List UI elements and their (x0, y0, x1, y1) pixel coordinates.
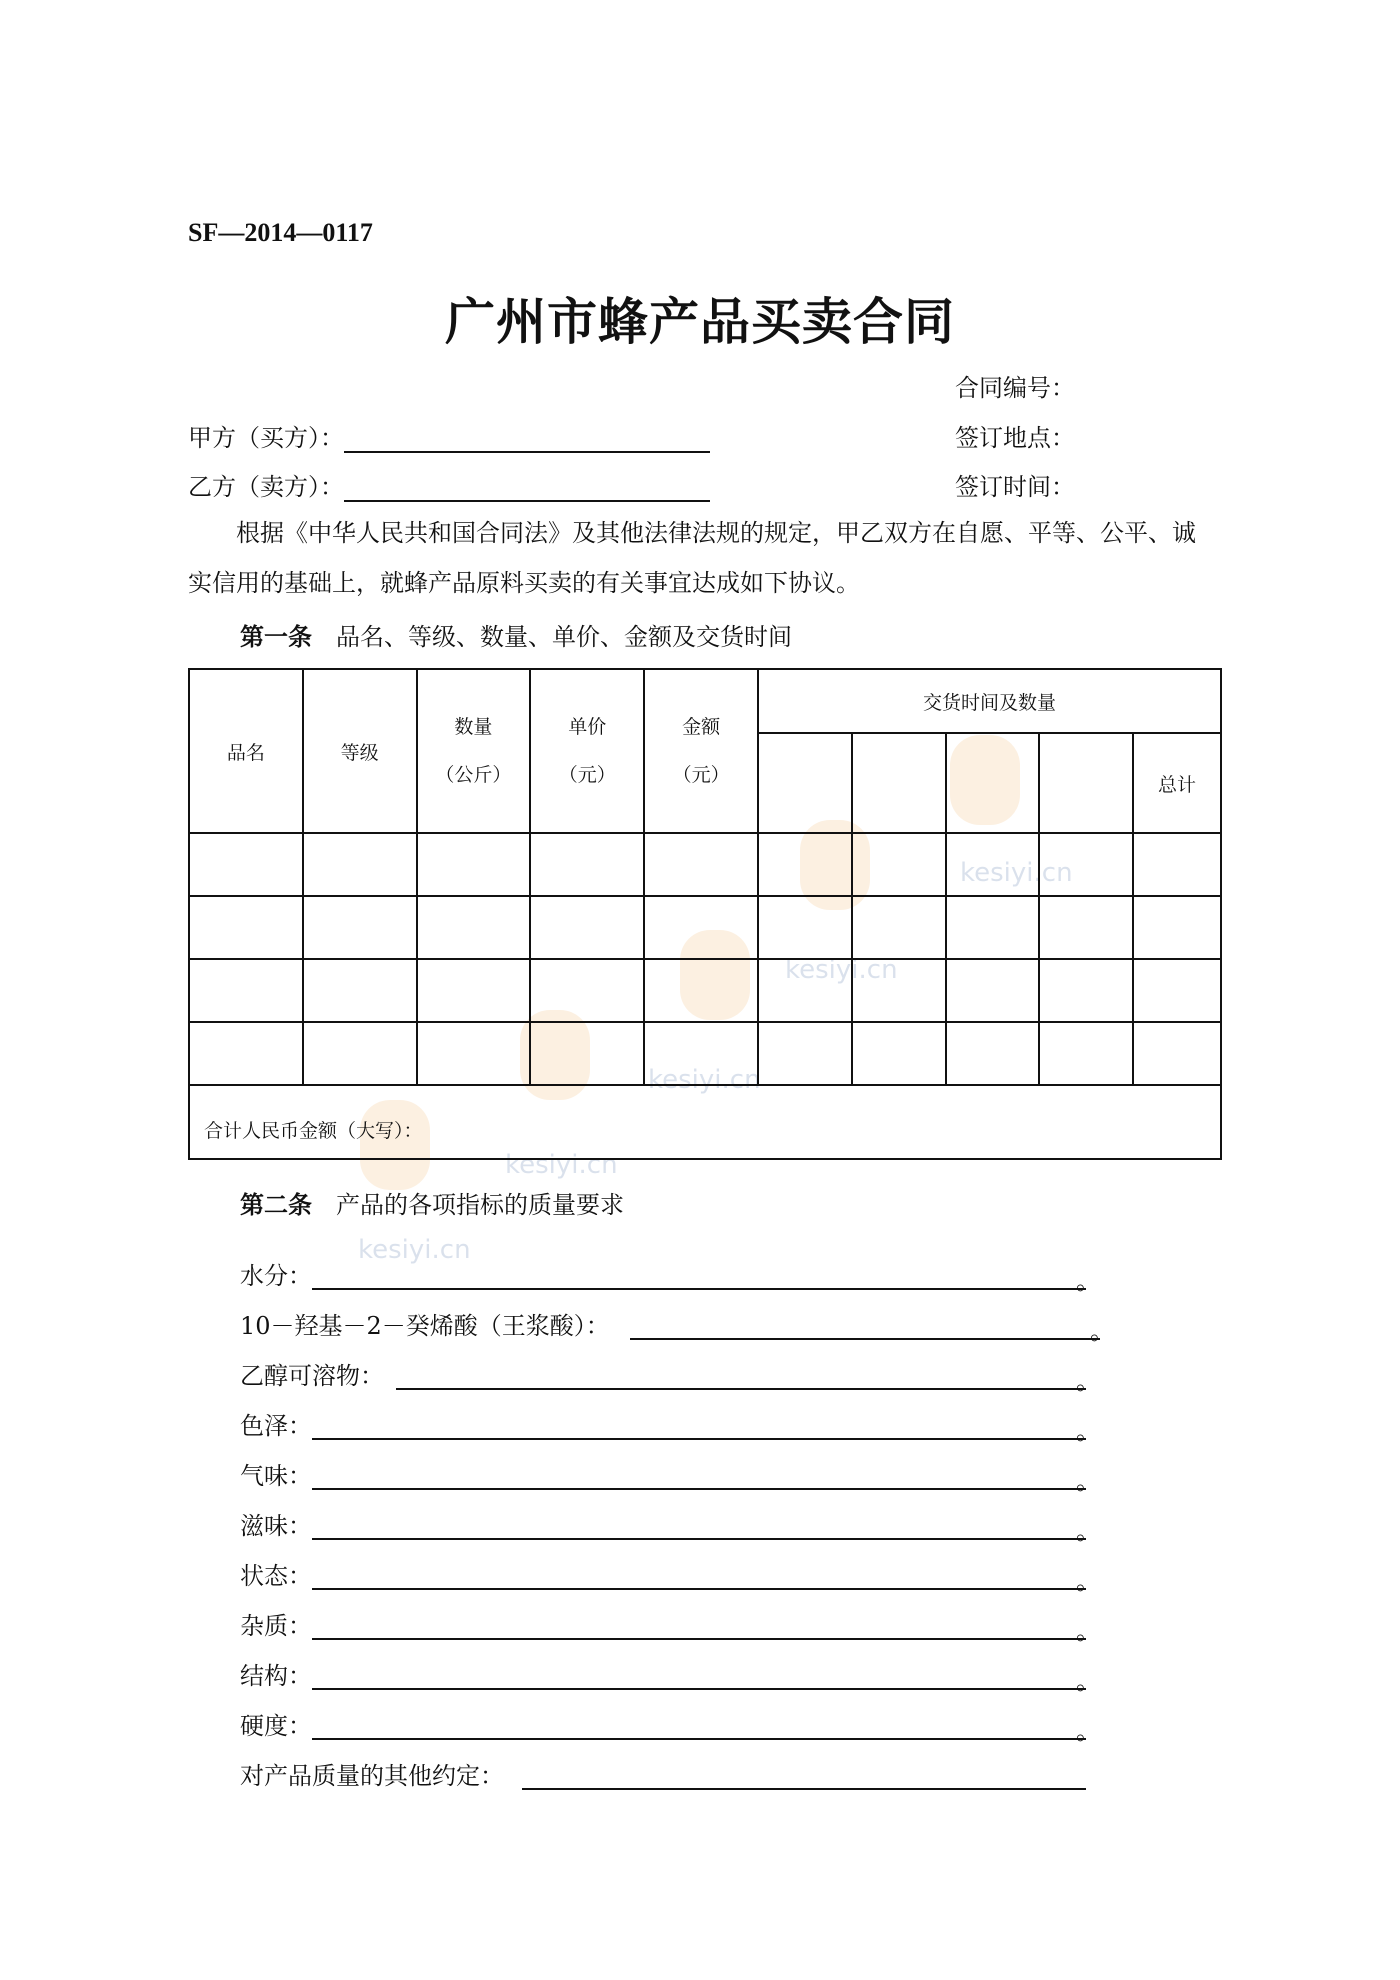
delivery-cell[interactable] (758, 733, 852, 833)
table-row (189, 959, 1221, 1022)
table-cell[interactable] (303, 1022, 417, 1085)
quality-label: 硬度： (240, 1712, 312, 1740)
party-a-field[interactable] (344, 425, 710, 453)
table-cell[interactable] (852, 896, 946, 959)
quality-row-other (240, 1756, 1086, 1796)
table-row (189, 1022, 1221, 1085)
table-cell[interactable] (758, 1022, 852, 1085)
table-cell[interactable] (1133, 959, 1221, 1022)
table-cell[interactable] (1039, 896, 1133, 959)
watermark-text: kesiyi.cn (648, 1065, 761, 1095)
header-quantity-unit: （公斤） (435, 764, 512, 786)
quality-row-taste (240, 1506, 1100, 1546)
article-1-number: 第一条 (240, 622, 312, 651)
delivery-cell[interactable] (1039, 733, 1133, 833)
quality-label: 滋味： (240, 1512, 312, 1540)
quality-field[interactable] (312, 1488, 1086, 1490)
product-table (188, 668, 1222, 1160)
quality-field[interactable] (312, 1438, 1086, 1440)
watermark-text: kesiyi.cn (785, 955, 898, 985)
article-1-text: 品名、等级、数量、单价、金额及交货时间 (336, 623, 792, 651)
table-cell[interactable] (758, 896, 852, 959)
table-cell[interactable] (1133, 1022, 1221, 1085)
header-grade: 等级 (303, 669, 417, 833)
quality-field[interactable] (312, 1288, 1086, 1290)
quality-label: 状态： (240, 1562, 312, 1590)
table-cell[interactable] (303, 896, 417, 959)
page-title: 广州市蜂产品买卖合同 (445, 292, 955, 351)
table-cell[interactable] (303, 833, 417, 896)
quality-label: 乙醇可溶物： (240, 1362, 384, 1390)
table-cell[interactable] (644, 833, 758, 896)
table-cell[interactable] (417, 896, 531, 959)
header-delivery: 交货时间及数量 (758, 669, 1221, 733)
quality-row-color (240, 1406, 1100, 1446)
quality-row-impurity (240, 1606, 1100, 1646)
header-quantity (417, 669, 531, 833)
table-cell[interactable] (189, 896, 303, 959)
quality-end: 。 (1076, 1667, 1100, 1695)
table-cell[interactable] (946, 833, 1040, 896)
delivery-cell[interactable] (852, 733, 946, 833)
party-b-field[interactable] (344, 474, 710, 502)
quality-field[interactable] (312, 1588, 1086, 1590)
table-cell[interactable] (530, 896, 644, 959)
delivery-cell[interactable] (946, 733, 1040, 833)
quality-field[interactable] (630, 1338, 1100, 1340)
quality-end: 。 (1076, 1267, 1100, 1295)
party-b-row (188, 467, 710, 502)
quality-end: 。 (1076, 1567, 1100, 1595)
table-cell[interactable] (1039, 833, 1133, 896)
quality-row-water (240, 1256, 1100, 1296)
document-code: SF—2014—0117 (188, 218, 373, 247)
table-cell[interactable] (644, 959, 758, 1022)
table-cell[interactable] (530, 833, 644, 896)
total-rmb-label: 合计人民币金额（大写）： (204, 1119, 423, 1142)
watermark-text: kesiyi.cn (358, 1235, 471, 1265)
table-cell[interactable] (417, 833, 531, 896)
table-cell[interactable] (1039, 959, 1133, 1022)
total-rmb-cell[interactable] (189, 1085, 1221, 1159)
quality-field[interactable] (396, 1388, 1086, 1390)
quality-field[interactable] (312, 1738, 1086, 1740)
quality-row-structure (240, 1656, 1100, 1696)
table-cell[interactable] (303, 959, 417, 1022)
table-cell[interactable] (1133, 896, 1221, 959)
article-2-heading (240, 1185, 624, 1220)
table-cell[interactable] (1133, 833, 1221, 896)
quality-end: 。 (1076, 1517, 1100, 1545)
quality-label: 结构： (240, 1662, 312, 1690)
quality-end: 。 (1076, 1467, 1100, 1495)
table-cell[interactable] (189, 959, 303, 1022)
quality-field[interactable] (522, 1788, 1086, 1790)
table-cell[interactable] (946, 959, 1040, 1022)
quality-label: 对产品质量的其他约定： (240, 1762, 504, 1790)
table-cell[interactable] (417, 1022, 531, 1085)
quality-label: 水分： (240, 1262, 312, 1290)
quality-field[interactable] (312, 1638, 1086, 1640)
table-row (189, 833, 1221, 896)
table-cell[interactable] (852, 1022, 946, 1085)
table-cell[interactable] (852, 833, 946, 896)
preamble-paragraph: 根据《中华人民共和国合同法》及其他法律法规的规定，甲乙双方在自愿、平等、公平、诚实信用的基础上，就蜂产品原料买卖的有关事宜达成如下协议。 (188, 519, 1196, 597)
quality-row-odor (240, 1456, 1100, 1496)
contract-number-label: 合同编号： (955, 374, 1075, 402)
party-a-row (188, 418, 710, 453)
header-total: 总计 (1133, 733, 1221, 833)
table-cell[interactable] (189, 833, 303, 896)
table-cell[interactable] (758, 833, 852, 896)
table-cell[interactable] (644, 896, 758, 959)
party-b-label: 乙方（卖方）： (188, 473, 344, 501)
header-amount-label: 金额 (682, 716, 721, 738)
header-amount-unit: （元） (672, 764, 730, 786)
header-amount (644, 669, 758, 833)
quality-row-10hda (240, 1306, 1114, 1346)
quality-end: 。 (1076, 1417, 1100, 1445)
quality-label: 10－羟基－2－癸烯酸（王浆酸）： (240, 1312, 610, 1340)
header-unit-price-unit: （元） (558, 764, 616, 786)
article-2-text: 产品的各项指标的质量要求 (336, 1191, 624, 1219)
table-cell[interactable] (758, 959, 852, 1022)
article-2-number: 第二条 (240, 1190, 312, 1219)
watermark-text: kesiyi.cn (505, 1150, 618, 1180)
table-cell[interactable] (530, 959, 644, 1022)
table-cell[interactable] (946, 1022, 1040, 1085)
table-cell[interactable] (644, 1022, 758, 1085)
table-cell[interactable] (852, 959, 946, 1022)
quality-end: 。 (1076, 1367, 1100, 1395)
header-product-name: 品名 (189, 669, 303, 833)
quality-row-ethanol (240, 1356, 1100, 1396)
sign-time-label: 签订时间： (955, 473, 1075, 501)
quality-row-hardness (240, 1706, 1100, 1746)
article-1-heading (240, 617, 792, 652)
table-cell[interactable] (417, 959, 531, 1022)
quality-end: 。 (1076, 1617, 1100, 1645)
table-cell[interactable] (189, 1022, 303, 1085)
table-cell[interactable] (1039, 1022, 1133, 1085)
quality-field[interactable] (312, 1538, 1086, 1540)
header-unit-price (530, 669, 644, 833)
header-quantity-label: 数量 (454, 716, 493, 738)
header-unit-price-label: 单价 (568, 716, 607, 738)
quality-label: 杂质： (240, 1612, 312, 1640)
quality-end: 。 (1090, 1317, 1114, 1345)
sign-place-label: 签订地点： (955, 424, 1075, 452)
table-cell[interactable] (530, 1022, 644, 1085)
quality-label: 色泽： (240, 1412, 312, 1440)
watermark-text: kesiyi.cn (960, 858, 1073, 888)
party-a-label: 甲方（买方）： (188, 424, 344, 452)
quality-label: 气味： (240, 1462, 312, 1490)
quality-end: 。 (1076, 1717, 1100, 1745)
table-row (189, 896, 1221, 959)
table-cell[interactable] (946, 896, 1040, 959)
quality-field[interactable] (312, 1688, 1086, 1690)
quality-row-state (240, 1556, 1100, 1596)
